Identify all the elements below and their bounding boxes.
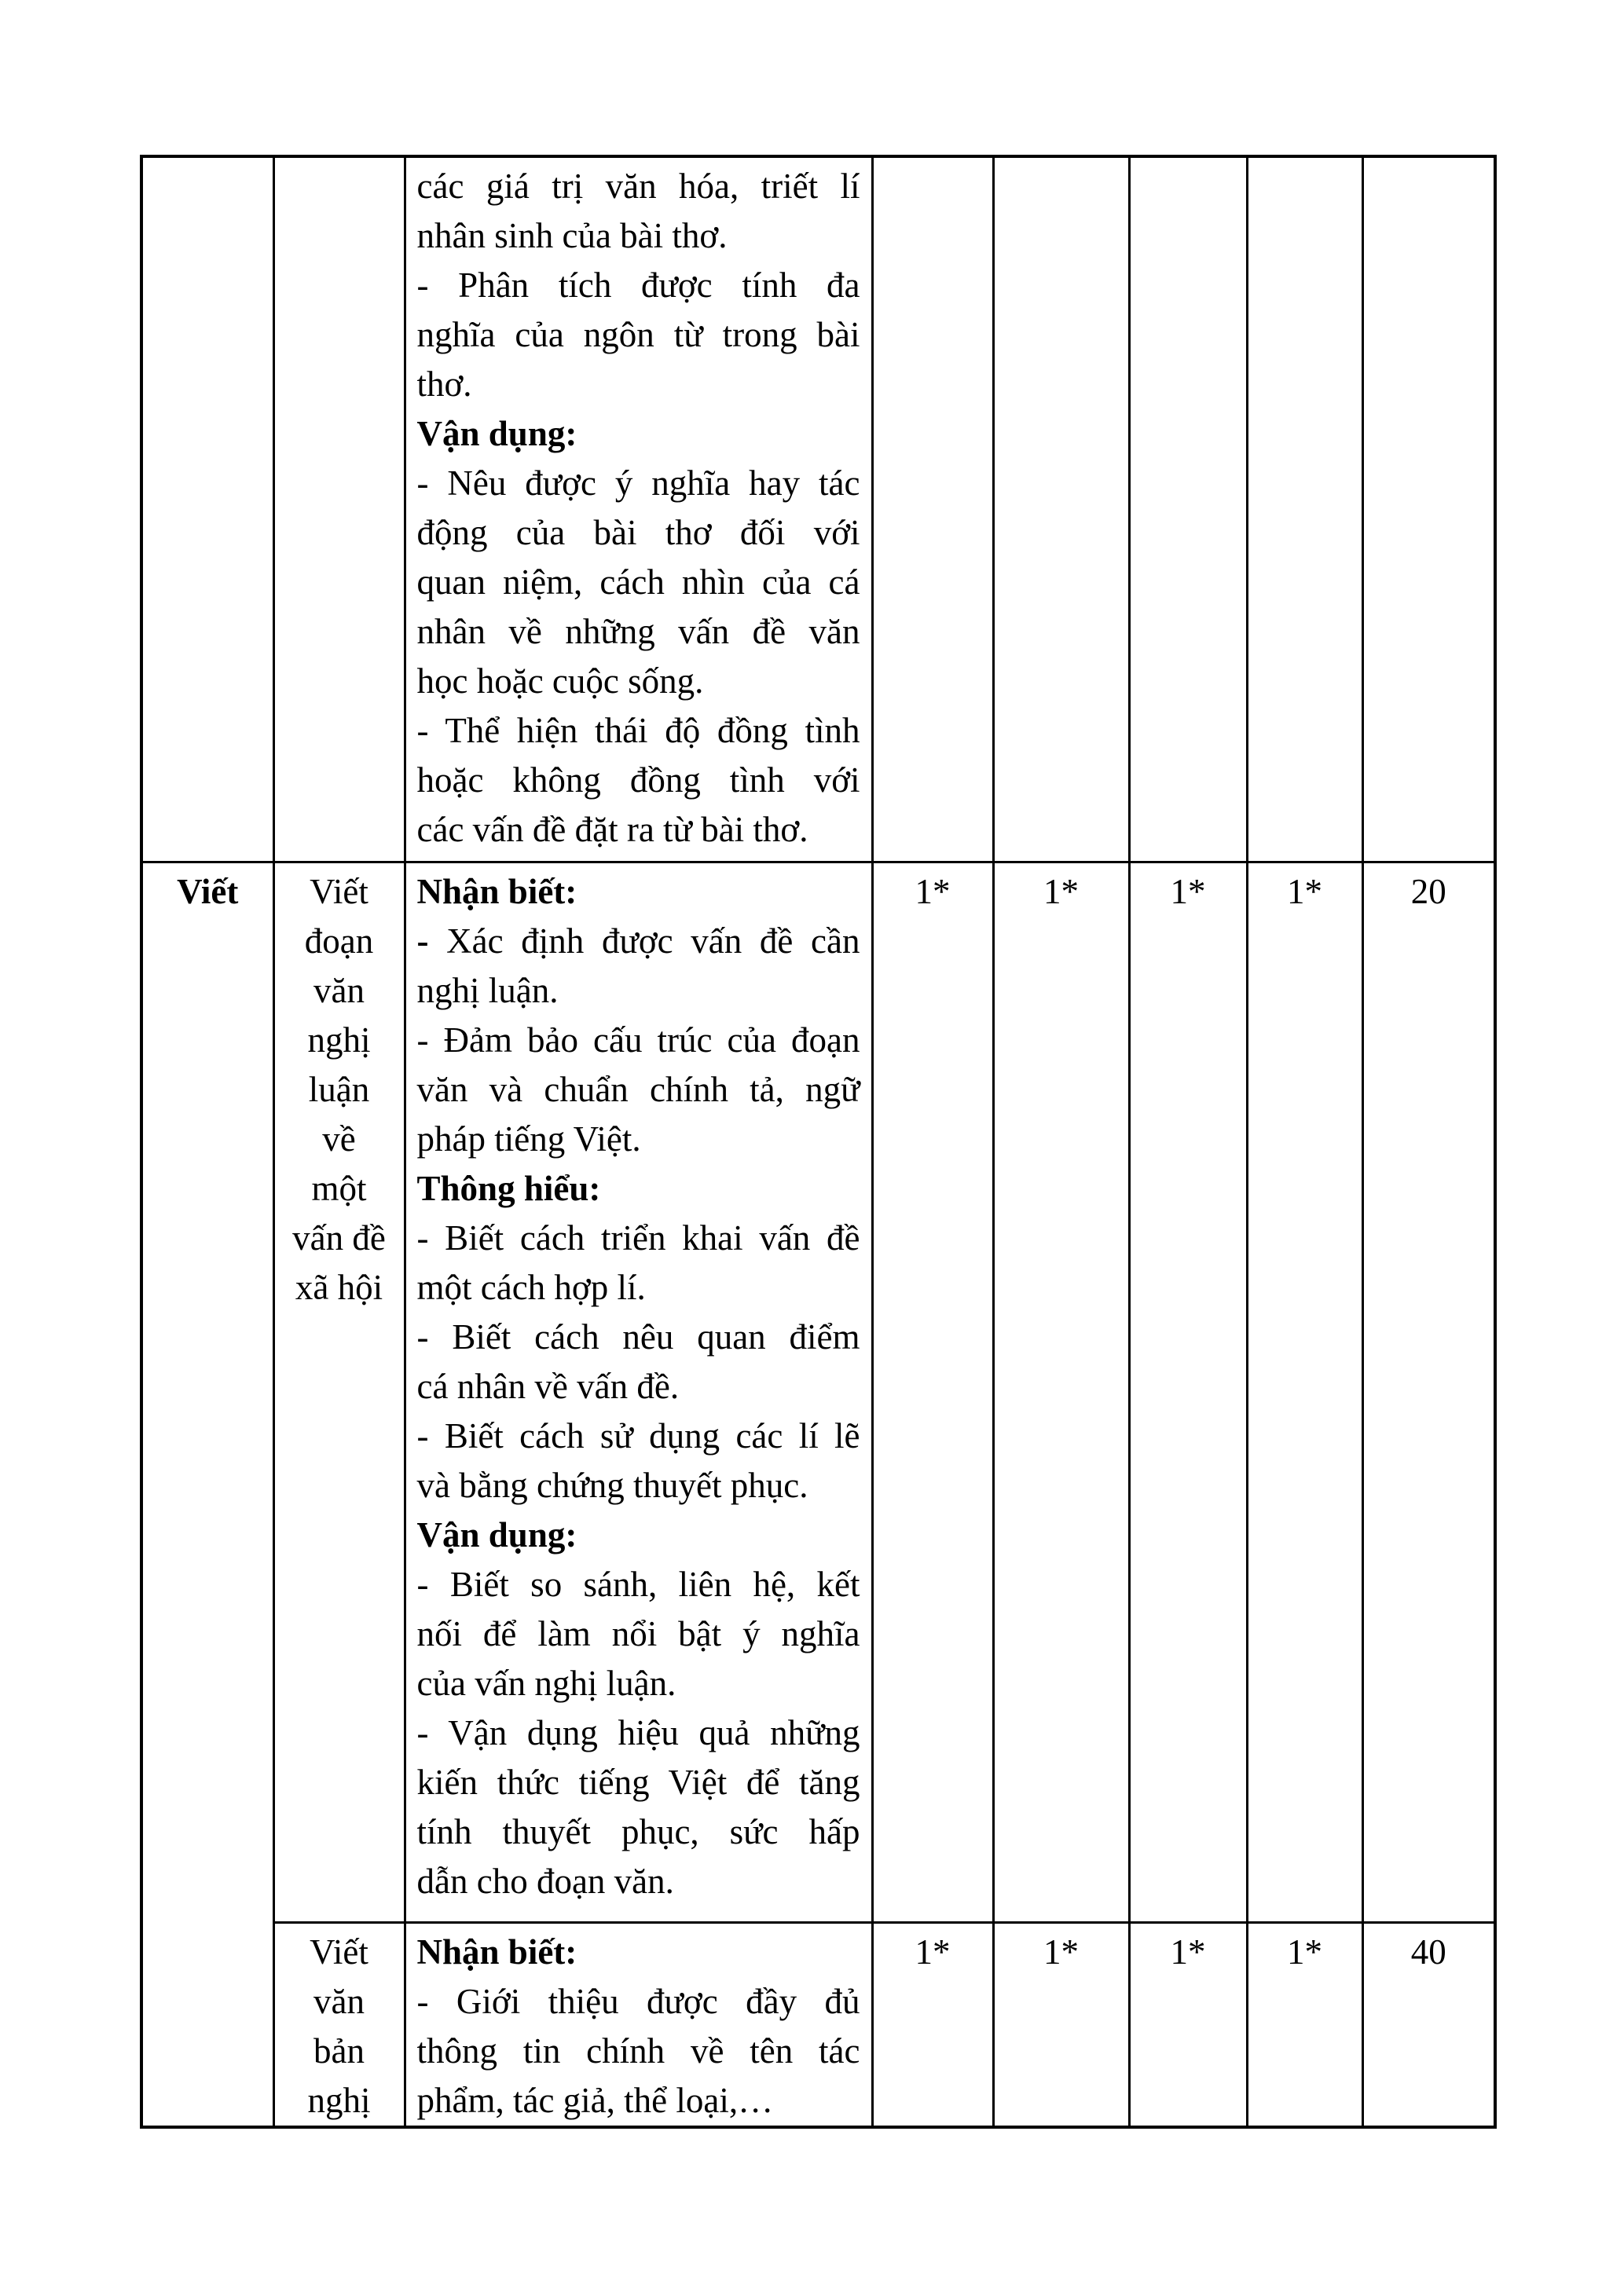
text-line: tính thuyết phục, sức hấp bbox=[416, 1811, 860, 1851]
level-mark-cell-3: 1* bbox=[1129, 1922, 1247, 2127]
text-line: nhân về những vấn đề văn bbox=[416, 612, 860, 651]
text-line: nối để làm nổi bật ý nghĩa bbox=[416, 1613, 860, 1653]
text-line: cá nhân về vấn đề. bbox=[416, 1366, 680, 1406]
text-line: xã hội bbox=[295, 1267, 383, 1307]
exam-matrix-table bbox=[140, 155, 1497, 2129]
text-line: bản bbox=[313, 2031, 365, 2071]
text-line: văn và chuẩn chính tả, ngữ bbox=[416, 1069, 860, 1109]
text-line: thông tin chính về tên tác bbox=[416, 2031, 860, 2071]
text-line: nghị bbox=[307, 1020, 371, 1060]
text-line: của vấn nghị luận. bbox=[416, 1663, 676, 1703]
assessment-criteria-cell bbox=[405, 862, 872, 1922]
level-mark-cell-2: 1* bbox=[993, 862, 1129, 1922]
table-row-viet-document bbox=[141, 1922, 1495, 2127]
text-line: - Phân tích được tính đa bbox=[416, 265, 860, 305]
text-line: dẫn cho đoạn văn. bbox=[416, 1861, 674, 1901]
total-percent-cell: 20 bbox=[1362, 862, 1495, 1922]
text-line: văn bbox=[313, 970, 365, 1010]
text-line: hoặc không đồng tình với bbox=[416, 760, 860, 800]
text-line: phẩm, tác giả, thể loại,… bbox=[416, 2080, 774, 2120]
level-mark-cell-4: 1* bbox=[1247, 1922, 1362, 2127]
text-line: Viết bbox=[310, 871, 368, 911]
total-percent-cell: 40 bbox=[1362, 1922, 1495, 2127]
content-unit-cell bbox=[273, 862, 405, 1922]
assessment-criteria-cell bbox=[405, 1922, 872, 2127]
level-mark-cell-1: 1* bbox=[872, 1922, 993, 2127]
text-line: một cách hợp lí. bbox=[416, 1267, 646, 1307]
text-line: - Nêu được ý nghĩa hay tác bbox=[416, 463, 860, 503]
level-mark-cell-3: 1* bbox=[1129, 862, 1247, 1922]
text-line: vấn đề bbox=[292, 1218, 386, 1258]
text-line: - Giới thiệu được đầy đủ bbox=[416, 1981, 860, 2021]
text-line: - Biết cách nêu quan điểm bbox=[416, 1316, 860, 1357]
level-mark-cell-1 bbox=[872, 156, 993, 862]
skill-cell-empty bbox=[141, 156, 273, 862]
text-line: - Biết cách triển khai vấn đề bbox=[416, 1218, 860, 1258]
text-line: một bbox=[311, 1168, 367, 1208]
text-line: Thông hiểu: bbox=[416, 1168, 601, 1208]
total-percent-cell bbox=[1362, 156, 1495, 862]
text-line: pháp tiếng Việt. bbox=[416, 1119, 641, 1159]
text-line: văn bbox=[313, 1981, 365, 2021]
text-line: Vận dụng: bbox=[416, 414, 577, 453]
text-line: Viết bbox=[310, 1932, 368, 1972]
text-line: thơ. bbox=[416, 364, 472, 404]
text-line: nhân sinh của bài thơ. bbox=[416, 216, 728, 255]
text-line: Vận dụng: bbox=[416, 1514, 577, 1554]
text-line: - Vận dụng hiệu quả những bbox=[416, 1712, 860, 1752]
text-line: nghị bbox=[307, 2080, 371, 2120]
text-line: và bằng chứng thuyết phục. bbox=[416, 1465, 808, 1505]
text-line: nghị luận. bbox=[416, 970, 559, 1010]
level-mark-cell-4 bbox=[1247, 156, 1362, 862]
text-line: - Biết so sánh, liên hệ, kết bbox=[416, 1564, 860, 1604]
text-line: đoạn bbox=[304, 921, 374, 961]
level-mark-cell-2: 1* bbox=[993, 1922, 1129, 2127]
text-line: - Đảm bảo cấu trúc của đoạn bbox=[416, 1020, 860, 1060]
text-line: kiến thức tiếng Việt để tăng bbox=[416, 1762, 860, 1802]
level-mark-cell-2 bbox=[993, 156, 1129, 862]
level-mark-cell-1: 1* bbox=[872, 862, 993, 1922]
text-line: - Xác định được vấn đề cần bbox=[416, 921, 860, 961]
text-line: các vấn đề đặt ra từ bài thơ. bbox=[416, 810, 808, 849]
text-line: Nhận biết: bbox=[416, 871, 577, 911]
skill-cell: Viết bbox=[141, 862, 273, 2127]
text-line: quan niệm, cách nhìn của cá bbox=[416, 562, 860, 602]
table-row-continuation bbox=[141, 156, 1495, 862]
text-line: Nhận biết: bbox=[416, 1932, 577, 1972]
text-line: luận bbox=[308, 1069, 370, 1109]
text-line: các giá trị văn hóa, triết lí bbox=[416, 167, 860, 206]
text-line: động của bài thơ đối với bbox=[416, 513, 860, 552]
assessment-criteria-cell bbox=[405, 156, 872, 862]
text-line: - Biết cách sử dụng các lí lẽ bbox=[416, 1415, 860, 1456]
text-line: - Thể hiện thái độ đồng tình bbox=[416, 711, 860, 750]
text-line: nghĩa của ngôn từ trong bài bbox=[416, 315, 860, 354]
level-mark-cell-3 bbox=[1129, 156, 1247, 862]
level-mark-cell-4: 1* bbox=[1247, 862, 1362, 1922]
content-unit-cell bbox=[273, 1922, 405, 2127]
content-unit-cell-empty bbox=[273, 156, 405, 862]
table-row-viet-paragraph bbox=[141, 862, 1495, 1922]
text-line: về bbox=[322, 1119, 356, 1159]
text-line: học hoặc cuộc sống. bbox=[416, 661, 704, 701]
